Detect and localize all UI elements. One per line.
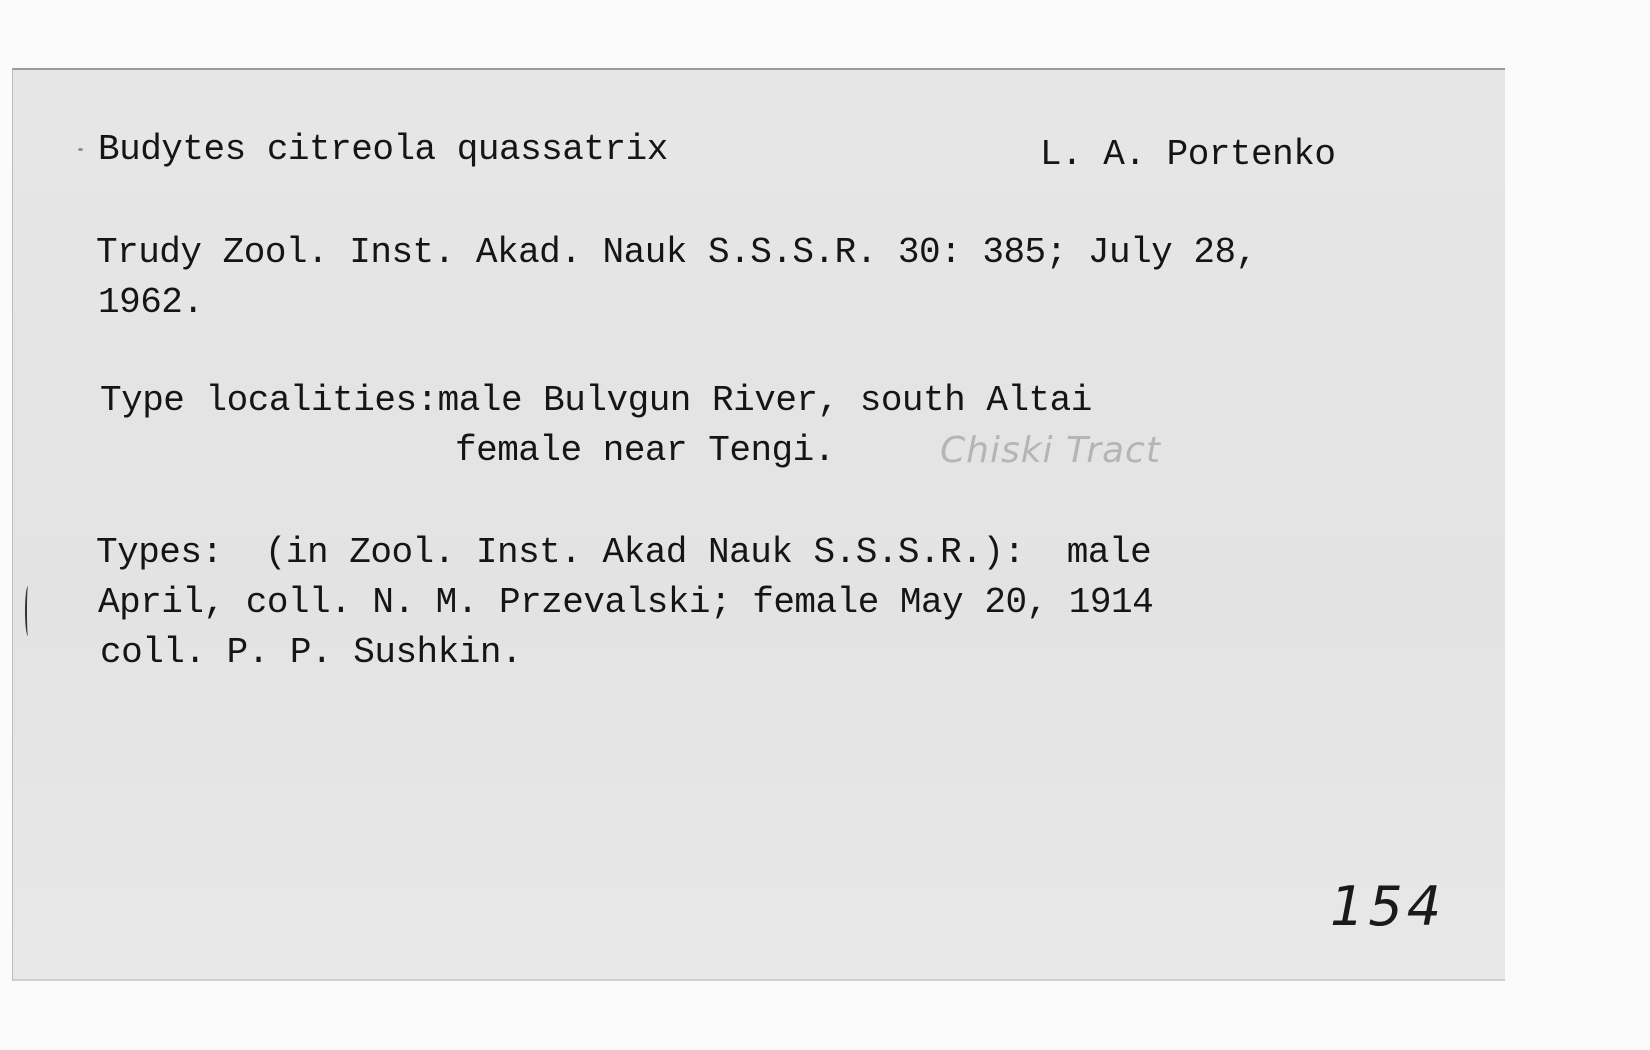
type-localities-line-1: Type localities:male Bulvgun River, south Altai	[100, 380, 1092, 421]
types-line-3: coll. P. P. Sushkin.	[100, 632, 523, 673]
dust-speck	[78, 148, 83, 151]
author-name: L. A. Portenko	[1040, 134, 1336, 175]
type-localities-line-2: female near Tengi.	[455, 430, 835, 471]
handwritten-pencil-note: Chiski Tract	[940, 430, 1161, 471]
edge-mark	[25, 586, 31, 636]
citation-line-2: 1962.	[98, 282, 204, 323]
citation-line-1: Trudy Zool. Inst. Akad. Nauk S.S.S.R. 30: 385; July 28,	[96, 232, 1257, 273]
types-line-1: Types: (in Zool. Inst. Akad Nauk S.S.S.R.): male	[96, 532, 1152, 573]
card-number: 154	[1330, 875, 1446, 938]
species-name: Budytes citreola quassatrix	[98, 129, 668, 170]
types-line-2: April, coll. N. M. Przevalski; female May 20, 1914	[98, 582, 1154, 623]
index-card	[12, 68, 1505, 981]
